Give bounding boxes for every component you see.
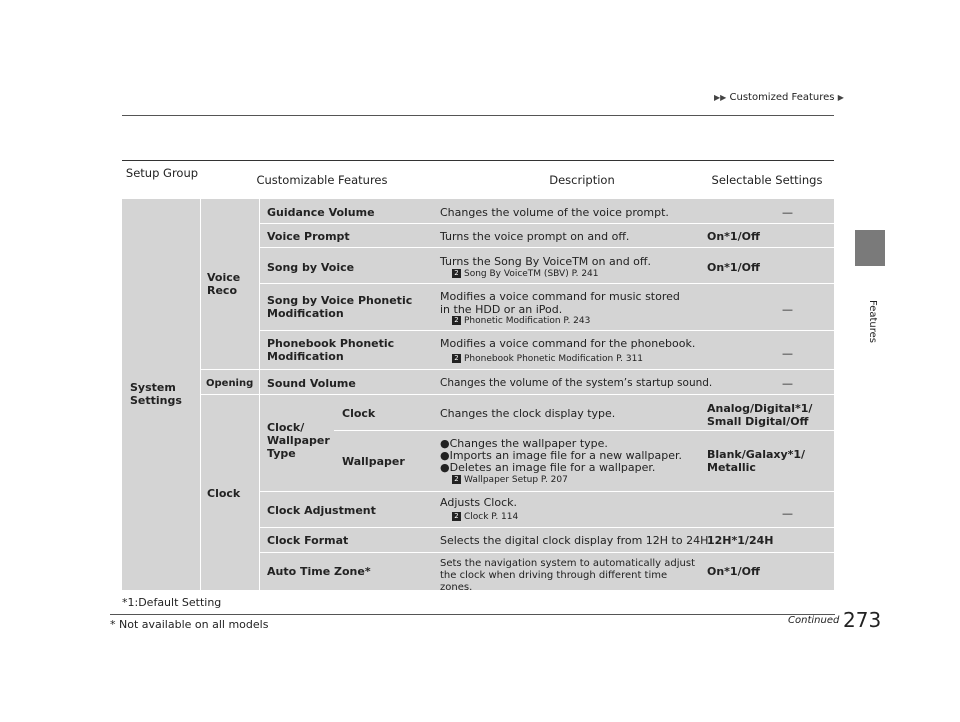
subgroup-opening: Opening (206, 378, 254, 389)
footnote-default: *1:Default Setting (122, 596, 222, 609)
reference-arrow-icon: 2 (452, 512, 461, 521)
desc-auto-time-zone: Sets the navigation system to automatically adjust the clock when driving through different time zones. (440, 558, 695, 593)
row-divider (259, 330, 834, 331)
settings-voice-prompt: On*1/Off (707, 230, 760, 243)
settings-clock-adjustment: — (782, 507, 793, 520)
feature-auto-time-zone: Auto Time Zone* (267, 565, 371, 578)
feature-song-phonetic: Song by Voice Phonetic Modification (267, 294, 413, 320)
feature-sound-volume: Sound Volume (267, 377, 356, 390)
desc-sound-volume: Changes the volume of the system’s startup sound. (440, 377, 713, 389)
group-system-settings: System Settings (130, 381, 182, 407)
row-divider (334, 430, 834, 431)
settings-sound-volume: — (782, 377, 793, 390)
col-features: Customizable Features (256, 173, 388, 187)
ref-song-by-voice[interactable]: 2 Song By VoiceTM (SBV) P. 241 (452, 268, 599, 281)
feature-clock-adjustment: Clock Adjustment (267, 504, 376, 517)
row-divider (259, 247, 834, 248)
row-divider (259, 527, 834, 528)
desc-wallpaper-1: ●Changes the wallpaper type. (440, 437, 608, 450)
section-tab-label: Features (867, 300, 878, 343)
ref-wallpaper[interactable]: 2 Wallpaper Setup P. 207 (452, 474, 568, 487)
ref-phonebook-phonetic[interactable]: 2 Phonebook Phonetic Modification P. 311 (452, 353, 643, 366)
feature-clock-format: Clock Format (267, 534, 349, 547)
desc-song-phonetic: Modifies a voice command for music stored in the HDD or an iPod. (440, 290, 680, 316)
reference-arrow-icon: 2 (452, 475, 461, 484)
section-tab-marker (855, 230, 885, 266)
ref-clock-adjustment[interactable]: 2 Clock P. 114 (452, 511, 518, 524)
desc-guidance-volume: Changes the volume of the voice prompt. (440, 206, 669, 219)
continued-label: Continued (788, 615, 840, 626)
settings-auto-time-zone: On*1/Off (707, 565, 760, 578)
feature-guidance-volume: Guidance Volume (267, 206, 375, 219)
breadcrumb-end-arrow-icon: ▶ (837, 93, 844, 102)
settings-song-phonetic: — (782, 303, 793, 316)
reference-arrow-icon: 2 (452, 269, 461, 278)
desc-voice-prompt: Turns the voice prompt on and off. (440, 230, 630, 243)
row-divider (259, 283, 834, 284)
desc-song-by-voice: Turns the Song By VoiceTM on and off. (440, 255, 651, 268)
settings-song-by-voice: On*1/Off (707, 261, 760, 274)
row-divider (259, 491, 834, 492)
reference-arrow-icon: 2 (452, 316, 461, 325)
feature-wallpaper: Wallpaper (342, 455, 405, 468)
feature-voice-prompt: Voice Prompt (267, 230, 350, 243)
reference-arrow-icon: 2 (452, 354, 461, 363)
feature-song-by-voice: Song by Voice (267, 261, 355, 274)
footnote-models: * Not available on all models (110, 614, 835, 631)
desc-clock-format: Selects the digital clock display from 12H to 24H. (440, 534, 712, 547)
clock-wallpaper-type: Clock/ Wallpaper Type (267, 421, 330, 460)
settings-clock: Analog/Digital*1/ Small Digital/Off (707, 402, 813, 428)
header-rule (122, 115, 834, 116)
desc-wallpaper-3: ●Deletes an image file for a wallpaper. (440, 461, 656, 474)
table-header (122, 160, 834, 200)
settings-guidance-volume: — (782, 206, 793, 219)
page-number: 273 (843, 608, 882, 632)
settings-clock-format: 12H*1/24H (707, 534, 774, 547)
desc-clock: Changes the clock display type. (440, 407, 616, 420)
row-divider (259, 223, 834, 224)
col-settings: Selectable Settings (711, 173, 823, 187)
col-description: Description (549, 173, 615, 187)
ref-song-phonetic[interactable]: 2 Phonetic Modification P. 243 (452, 315, 590, 328)
subgroup-voice-reco: Voice Reco (207, 271, 241, 297)
row-divider (200, 369, 834, 370)
breadcrumb-label: Customized Features (729, 92, 835, 103)
settings-table (122, 199, 834, 593)
col-setup-group: Setup Group (125, 166, 199, 180)
feature-clock: Clock (342, 407, 376, 420)
subgroup-clock: Clock (207, 487, 241, 500)
settings-wallpaper: Blank/Galaxy*1/ Metallic (707, 448, 806, 474)
feature-phonebook-phonetic: Phonebook Phonetic Modification (267, 337, 395, 363)
desc-wallpaper-2: ●Imports an image file for a new wallpaper. (440, 449, 682, 462)
breadcrumb (714, 92, 844, 103)
col-divider (259, 199, 260, 590)
desc-clock-adjustment: Adjusts Clock. (440, 496, 517, 509)
breadcrumb-arrow-icon: ▶▶ (714, 93, 727, 102)
row-divider (200, 394, 834, 395)
col-divider (200, 199, 201, 590)
desc-phonebook-phonetic: Modifies a voice command for the phonebook. (440, 337, 696, 350)
settings-phonebook-phonetic: — (782, 347, 793, 360)
row-divider (259, 552, 834, 553)
